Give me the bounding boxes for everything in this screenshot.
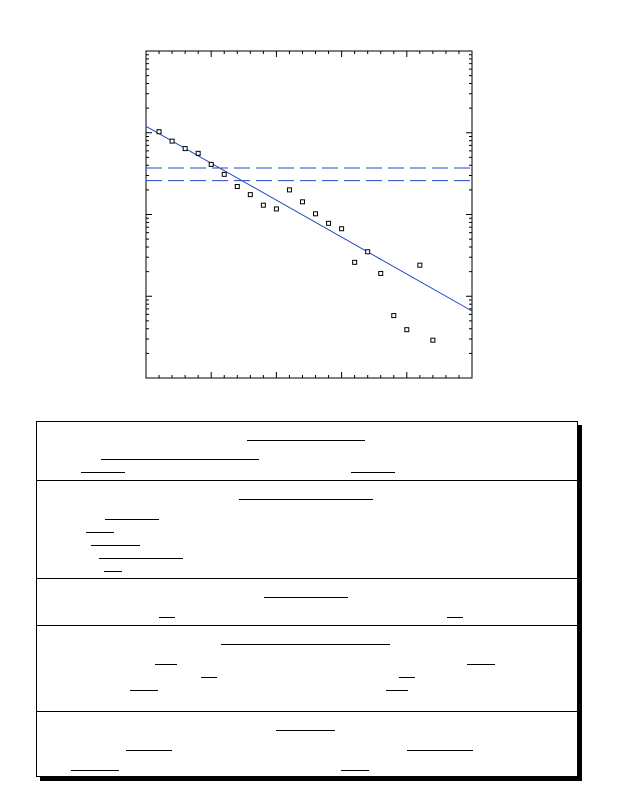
data-point <box>340 227 344 231</box>
legend-section <box>37 579 577 626</box>
legend-section <box>37 626 577 712</box>
data-point <box>431 338 435 342</box>
data-point <box>287 188 291 192</box>
data-point <box>209 162 213 166</box>
legend-rule <box>341 770 369 771</box>
data-point <box>392 314 396 318</box>
legend-rule <box>351 472 395 473</box>
legend-rule <box>101 459 259 460</box>
data-point <box>314 212 318 216</box>
data-point <box>418 263 422 267</box>
fit-line-group <box>146 126 472 311</box>
data-point <box>274 207 278 211</box>
fit-line <box>146 126 472 311</box>
data-point <box>261 203 265 207</box>
legend-rule <box>201 677 217 678</box>
legend-rule <box>239 499 373 500</box>
legend-rule <box>91 545 140 546</box>
legend-section <box>37 422 577 481</box>
legend-rule <box>276 730 335 731</box>
reference-lines <box>146 168 472 181</box>
legend-rule <box>71 770 119 771</box>
legend-rule <box>86 532 114 533</box>
plot-frame <box>146 51 472 378</box>
legend-section <box>37 481 577 579</box>
data-point <box>327 221 331 225</box>
axis-ticks <box>146 51 472 378</box>
legend-rule <box>130 690 158 691</box>
legend-rule <box>386 690 408 691</box>
legend-rule <box>221 644 390 645</box>
legend-panel <box>36 421 578 777</box>
legend-rule <box>105 519 159 520</box>
legend-rule <box>99 558 183 559</box>
legend-rule <box>467 664 495 665</box>
data-point <box>170 139 174 143</box>
data-point <box>157 130 161 134</box>
data-point <box>405 328 409 332</box>
legend-rule <box>407 750 473 751</box>
data-point <box>248 193 252 197</box>
legend-rule <box>247 440 365 441</box>
data-point <box>196 151 200 155</box>
legend-rule <box>126 750 172 751</box>
data-points <box>157 130 435 342</box>
data-point <box>353 260 357 264</box>
legend-rule <box>81 472 125 473</box>
legend-rule <box>264 597 348 598</box>
data-point <box>235 185 239 189</box>
legend-section <box>37 712 577 778</box>
data-point <box>300 200 304 204</box>
data-point <box>379 271 383 275</box>
data-point <box>183 147 187 151</box>
legend-rule <box>155 664 177 665</box>
legend-rule <box>399 677 415 678</box>
legend-rule <box>159 617 175 618</box>
legend-rule <box>447 617 463 618</box>
data-point <box>222 172 226 176</box>
legend-rule <box>104 571 122 572</box>
data-point <box>366 250 370 254</box>
